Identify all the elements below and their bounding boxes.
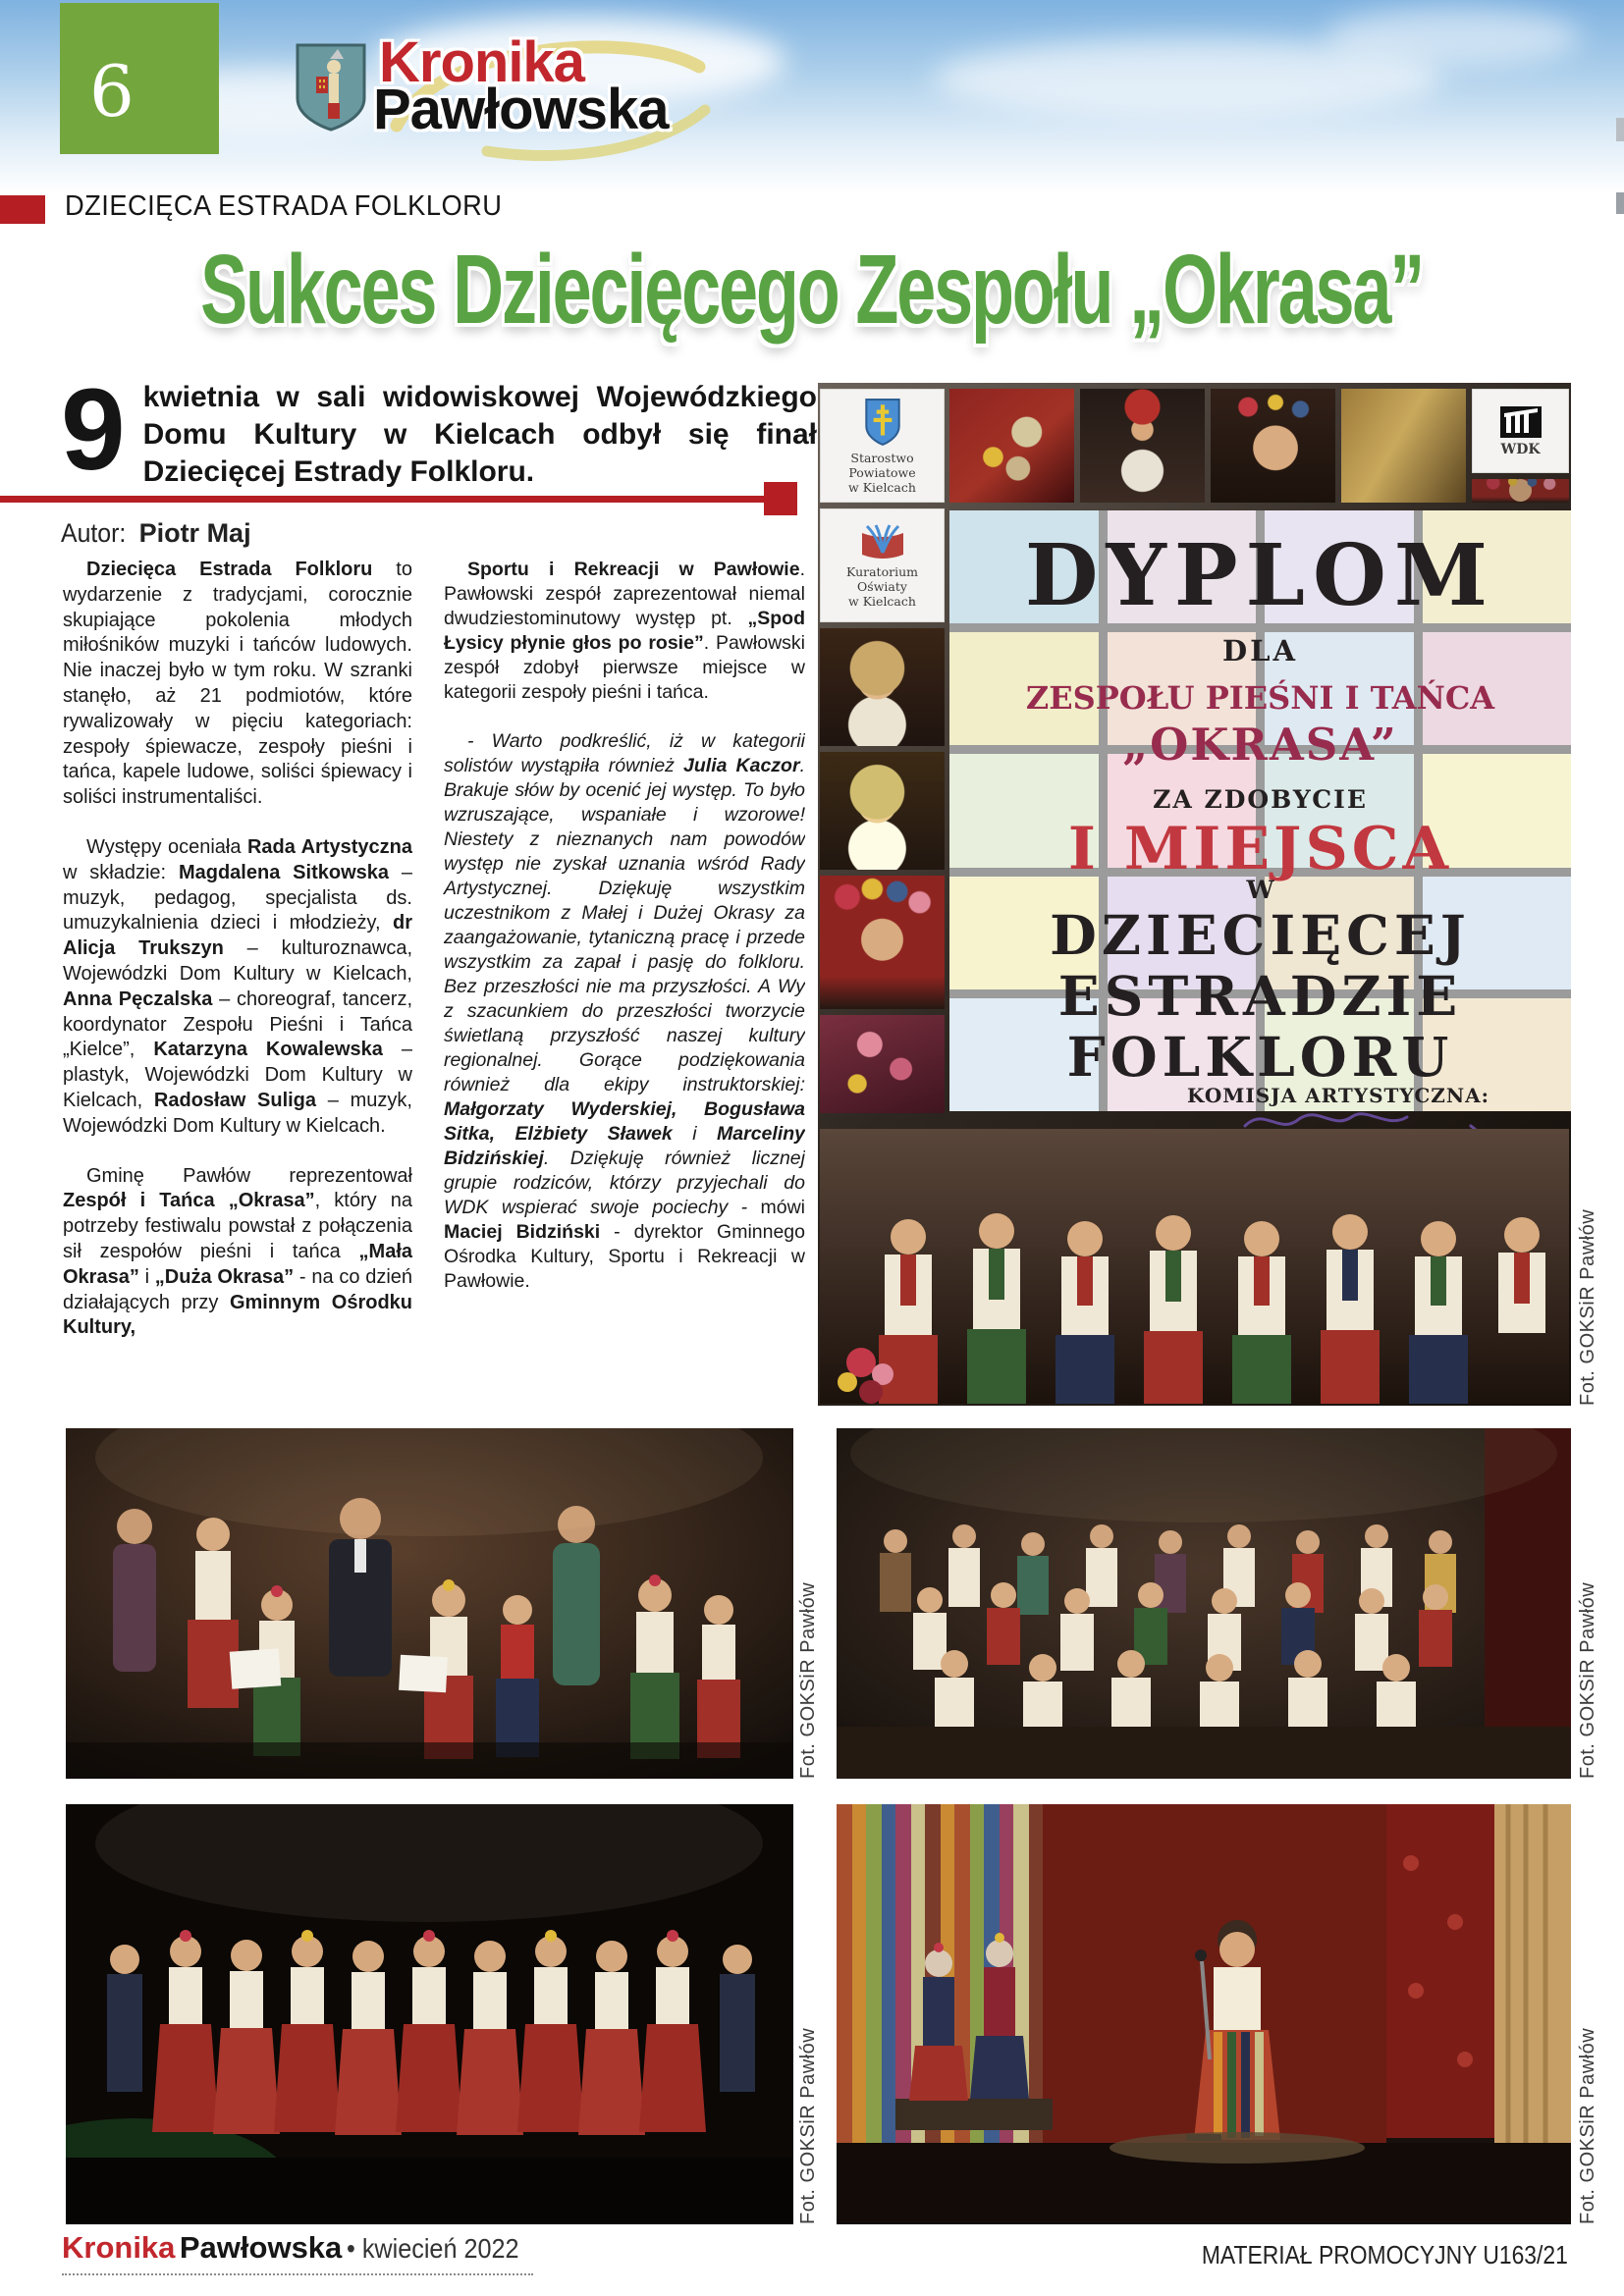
collage-photo-flowers [820, 1015, 945, 1113]
photo-awards-group-art [66, 1428, 793, 1779]
footer-title-part1: Kronika [62, 2230, 176, 2265]
photo-soloist-stage [837, 1804, 1571, 2224]
cloud [1326, 8, 1581, 67]
collage-photo-straw [1341, 389, 1466, 503]
masthead-title-line2: Pawłowska [373, 78, 669, 141]
footer-date: • kwiecień 2022 [346, 2233, 519, 2264]
diploma-place: I MIEJSCA [1067, 815, 1453, 883]
paragraph: - Warto podkreślić, iż w kategorii solistów wystąpiła również Julia Kaczor. Brakuje słów by ocenić jej występ. To było wzruszające, wspaniałe i wzorowe! Niestety z nieznanych nam powodów występ nie zyskał uznania wśród Rady Artystycznej. Dziękuję wszystkim uczestnikom z Małej i Dużej Okrasy za zaangażowanie, tytaniczną pracę i przede wszystkim za zapał i pasję do folkloru. Bez przeszłości nie ma przyszłości. A Wy z szacunkiem do przeszłości tworzycie świetlaną przyszłość naszej kultury regionalnej. Gorące podziękowania również dla ekipy instruktorskiej: Małgorzaty Wyderskiej, Bogusława Sitka, Elżbiety Sławek i Marceliny Bidzińskiej. Dziękuję również licznej grupie rodziców, którzy przyjechali do WDK wspierać swoje pociechy - mówi Maciej Bidziński - dyrektor Gminnego Ośrodka Kultury, Sportu i Rekreacji w Pawłowie. [444, 730, 805, 1292]
paragraph: Występy oceniała Rada Artystyczna w składzie: Magdalena Sitkowska – muzyk, pedagog, specjalista ds. umuzykalnienia dzieci i młodzieży, dr Alicja Trukszyn – kulturoznawca, Wojewódzki Dom Kultury w Kielcach, Anna Pęczalska – choreograf, tancerz, koordynator Zespołu Pieśni i Tańca „Kielce”, Katarzyna Kowalewska – plastyk, Wojewódzki Dom Kultury w Kielcach, Radosław Suliga – muzyk, Wojewódzki Dom Kultury w Kielcach. [63, 835, 412, 1137]
diploma-dla: DLA [1221, 634, 1299, 667]
article-body [63, 558, 805, 1410]
lead-text: kwietnia w sali widowiskowej Wojewódzkiego Domu Kultury w Kielcach odbył się finał Dziecięcej Estrady Folkloru. [142, 381, 817, 488]
kuratorium-label-line2: w Kielcach [848, 593, 916, 609]
diploma-recipient-group: ZESPOŁU PIEŚNI I TAŃCA [1025, 679, 1495, 717]
author-label: Autor: [61, 518, 127, 548]
diploma-event-line2: ESTRADZIE [1057, 964, 1463, 1028]
photo-awards-group [66, 1428, 793, 1779]
wdk-building-icon [1499, 405, 1543, 439]
kicker-red-square [0, 195, 45, 224]
photo-credit-mid-right: Fot. GOKSiR Pawłów [1577, 1581, 1598, 1779]
footer-issue-info [62, 2230, 533, 2275]
photo-credit-bottom-left: Fot. GOKSiR Pawłów [797, 2027, 819, 2224]
diploma-group-photo-strip [820, 1129, 1569, 1404]
paragraph: Gminę Pawłów reprezentował Zespół i Tańca „Okrasa”, który na potrzeby festiwalu powstał z połączenia sił zespołów pieśni i tańca „Mała Okrasa” i „Duża Okrasa” - na co dzień działających przy Gminnym Ośrodku Kultury, [63, 1164, 413, 1339]
wdk-label: WDK [1500, 441, 1541, 457]
starostwo-shield-icon [862, 398, 903, 447]
author-line [61, 518, 251, 549]
masthead-logo [275, 10, 785, 167]
diploma-w: W [1246, 876, 1274, 904]
masthead-crest-icon [293, 41, 369, 133]
photo-folk-line-art [66, 1804, 793, 2224]
red-divider-rule [0, 496, 764, 503]
starostwo-label-line2: w Kielcach [848, 479, 916, 495]
diploma-title: DYPLOM [1024, 526, 1496, 625]
kuratorium-logo-tile [820, 508, 945, 622]
kuratorium-book-icon [859, 523, 906, 561]
wdk-logo-tile [1472, 389, 1569, 473]
starostwo-label-line1: Starostwo Powiatowe [848, 450, 916, 480]
photo-folk-line [66, 1804, 793, 2224]
collage-photo-child-face [1211, 389, 1335, 503]
diploma-recipient-name: „OKRASA” [1122, 719, 1398, 771]
collage-photo-girl-portrait [820, 628, 945, 746]
collage-photo-strip [1472, 479, 1569, 503]
masthead-title-line1: Kronika [379, 30, 584, 94]
photo-credit-bottom-right: Fot. GOKSiR Pawłów [1577, 2027, 1598, 2224]
diploma-event-line3: FOLKLORU [1066, 1025, 1454, 1089]
collage-photo-accordion-boy [1080, 389, 1205, 503]
section-kicker: DZIECIĘCA ESTRADA FOLKLORU [65, 190, 503, 222]
page-number-box [60, 3, 219, 154]
paragraph: Dziecięca Estrada Folkloru to wydarzenie z tradycjami, corocznie skupiające pokolenia młodych miłośników muzyki i tańców ludowych. Nie inaczej było w tym roku. W szranki stanęło, aż 21 podmiotów, które rywalizowały w pięciu kategoriach: zespoły śpiewacze, zespoły pieśni i tańca, kapele ludowe, soliści śpiewacy i soliści instrumentaliści. [63, 559, 412, 809]
lead-paragraph [59, 365, 817, 495]
page-edge-mark [1616, 192, 1624, 214]
kuratorium-label-line1: Kuratorium Oświaty [846, 563, 918, 594]
photo-stage-ensemble-art [837, 1428, 1571, 1779]
collage-photo-palm-flowers [949, 389, 1074, 503]
page-number: 6 [89, 50, 135, 133]
footer-promo-note: MATERIAŁ PROMOCYJNY U163/21 [1202, 2240, 1568, 2269]
paragraph: Sportu i Rekreacji w Pawłowie. Pawłowski zespół zaprezentował niemal dwudziestominutowy występ pt. „Spod Łysicy płynie głos po rosie”. Pawłowski zespół zdobył pierwsze miejsce w kategorii zespoły pieśni i tańca. [444, 559, 805, 703]
photo-credit-mid-left: Fot. GOKSiR Pawłów [797, 1581, 819, 1779]
diploma-achievement-label: ZA ZDOBYCIE [1153, 785, 1368, 814]
header-sky-background [0, 0, 1624, 192]
photo-credit-diploma: Fot. GOKSiR Pawłów [1577, 1208, 1598, 1406]
starostwo-logo-tile [820, 389, 945, 503]
page-edge-mark [1616, 118, 1624, 141]
diploma-photo [818, 383, 1571, 1406]
diploma-jury-label: KOMISJA ARTYSTYCZNA: [1186, 1084, 1490, 1107]
author-name: Piotr Maj [138, 518, 251, 548]
photo-stage-ensemble [837, 1428, 1571, 1779]
article-headline: Sukces Dziecięcego Zespołu „Okrasa” [200, 235, 1424, 345]
footer-title-part2: Pawłowska [179, 2230, 343, 2265]
drop-cap: 9 [61, 365, 126, 495]
article-column-1 [63, 558, 412, 1410]
diploma-event-line1: DZIECIĘCEJ [1050, 903, 1471, 967]
photo-soloist-stage-art [837, 1804, 1571, 2224]
collage-photo-singing-girl [820, 752, 945, 870]
collage-photo-wreath-girl [820, 876, 945, 1009]
red-divider-endcap [764, 482, 797, 515]
article-column-2 [444, 558, 805, 1410]
